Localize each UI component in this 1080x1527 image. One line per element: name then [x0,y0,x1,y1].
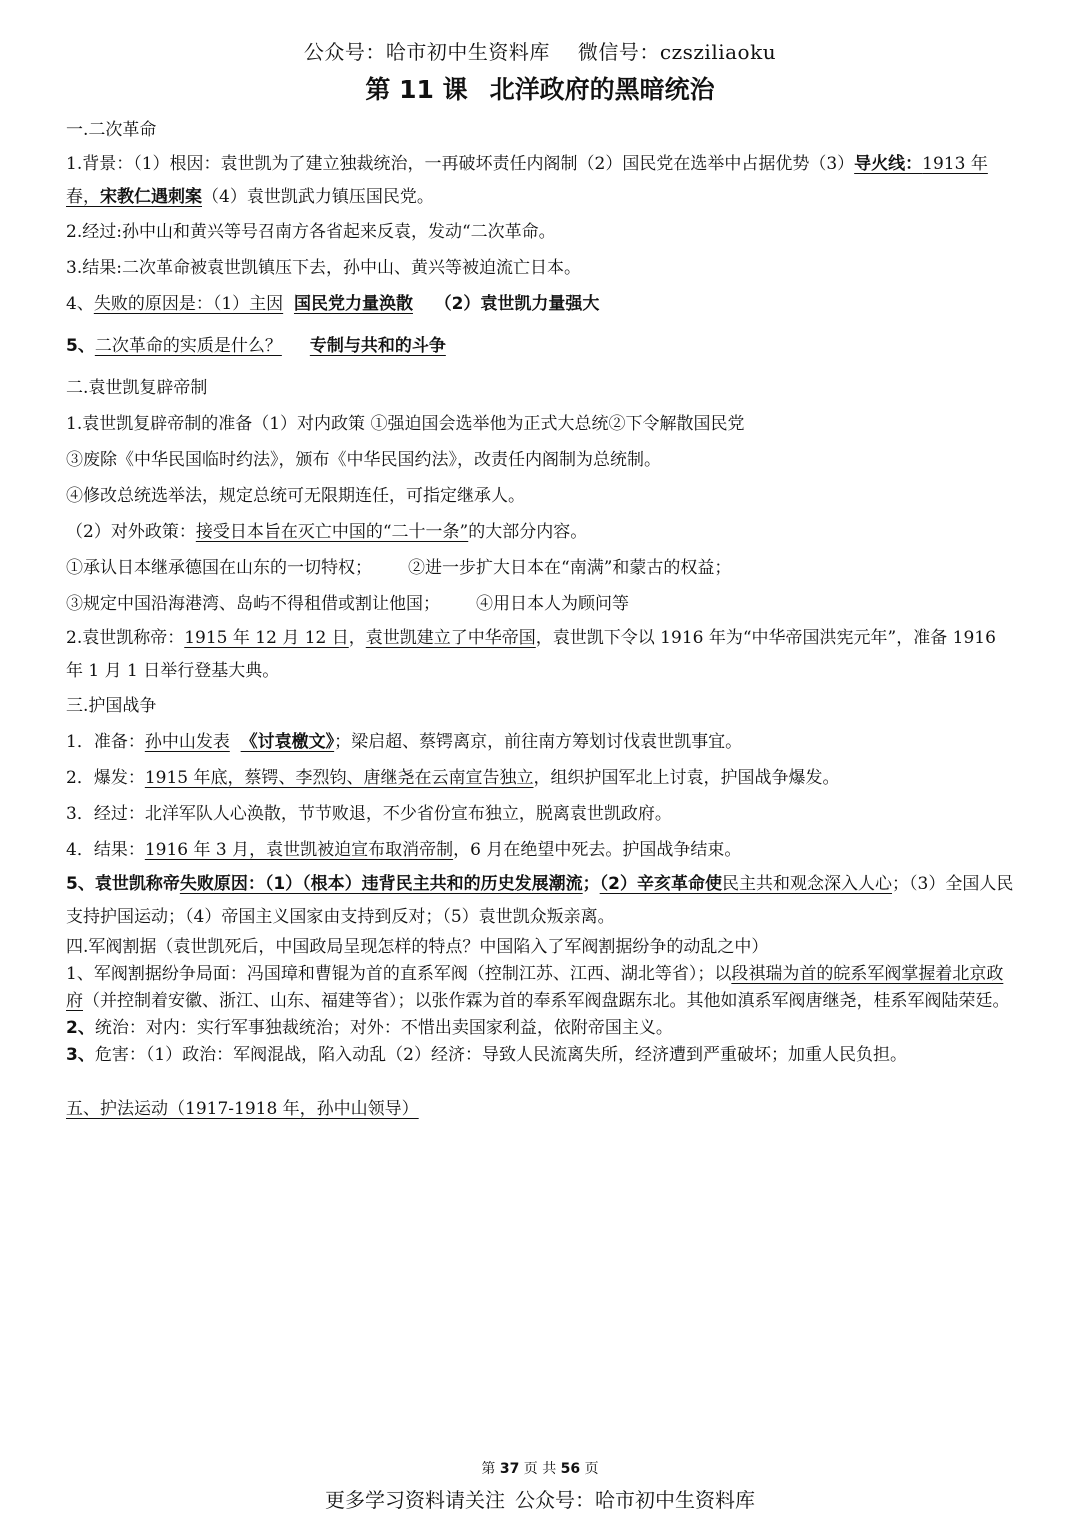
header-account: 公众号：哈市初中生资料库 [303,40,550,64]
s3-outbreak-tail: ，组织护国军北上讨袁，护国战争爆发。 [533,768,840,788]
s2-terms-1 [66,550,1016,586]
s4-warlords-anhui: 段祺瑞为首的皖系军阀掌握着北京政府 [66,964,1004,1011]
s1-failure-num: 4、 [66,294,94,314]
s3-prep-sun: 孙中山发表 [144,732,230,752]
page-footer [0,1484,1080,1513]
section-heading-4: 四.军阀割据（袁世凯死后，中国政局呈现怎样的特点？中国陷入了军阀割据纷争的动乱之中） [66,937,769,957]
s5-heading-text: 五、护法运动（1917-1918 年，孙中山领导） [66,1099,419,1119]
s1-failure [66,286,1016,322]
s2-election-law: ④修改总统选举法，规定总统可无限期连任，可指定继承人。 [66,486,525,506]
footer-more: 更多学习资料请关注 [325,1488,505,1512]
s2-term-coast: ③规定中国沿海港湾、岛屿不得租借或割让他国； [66,594,440,614]
s1-essence-answer: 专制与共和的斗争 [309,336,446,356]
s4-harm-text: 危害：（1）政治：军阀混战，陷入动乱（2）经济：导致人民流离失所，经济遭到严重破坏；加重人民负担。 [94,1045,907,1065]
s3-failure-sep: ； [582,874,600,894]
s2-prep: 1.袁世凯复辟帝制的准备（1）对内政策 ①强迫国会选举他为正式大总统②下令解散国民党 [66,414,745,434]
lesson-name: 北洋政府的黑暗统治 [489,75,715,104]
s2-foreign-policy [66,514,1016,550]
section-heading-5 [66,1091,1016,1127]
s1-fuse-label: 导火线： [854,154,923,174]
s1-failure-second: （2）袁世凯力量强大 [434,294,600,314]
s3-failure-second-idea: 民主共和观念深入人心 [722,874,893,894]
s1-result: 3.结果:二次革命被袁世凯镇压下去，孙中山、黄兴等被迫流亡日本。 [66,258,581,278]
s1-fuse-year: 1913 年春， [66,154,988,207]
page-number [0,1458,1080,1478]
s3-result-tail: ，6 月在绝望中死去。护国战争结束。 [453,840,742,860]
s3-result [66,832,1016,868]
s3-prep-tail: ；梁启超、蔡锷离京，前往南方筹划讨伐袁世凯事宜。 [334,732,743,752]
s3-failure-second: （2）辛亥革命使 [599,874,723,894]
s4-harm-num: 3、 [66,1045,95,1065]
s3-prep-manifesto: 《讨袁檄文》 [240,732,335,752]
s3-prep-label: 1．准备： [66,732,145,752]
page-header [0,36,1080,65]
s2-foreign-tail: 的大部分内容。 [468,522,588,542]
s1-essence-question: 二次革命的实质是什么？ [94,336,282,356]
header-wechat: 微信号：czsziliaoku [577,40,777,64]
s4-harm [66,1042,1016,1069]
s4-warlords-text: 1、军阀割据纷争局面：冯国璋和曹锟为首的直系军阀（控制江苏、江西、湖北等省）；以 [66,964,732,984]
section-heading-3: 三.护国战争 [66,696,157,716]
s1-failure-question: 失败的原因是：（1）主因 [93,294,284,314]
s1-process: 2.经过:孙中山和黄兴等号召南方各省起来反袁，发动“二次革命。 [66,222,556,242]
s3-failure-root: 失败原因：（1）（根本）违背民主共和的历史发展潮流 [179,874,583,894]
s1-essence [66,328,1016,364]
s2-emperor-label: 2.袁世凯称帝： [66,628,185,648]
section-heading-1: 一.二次革命 [66,120,157,140]
s1-essence-num: 5、 [66,336,95,356]
s1-background [66,148,1016,214]
s2-emperor-comma: ， [348,628,366,648]
s2-term-advisors: ④用日本人为顾问等 [476,594,629,614]
s2-twenty-one-demands: 接受日本旨在灭亡中国的“二十一条” [195,522,469,542]
s3-outbreak [66,760,1016,796]
page-post: 页 [584,1461,599,1477]
s1-failure-main: 国民党力量涣散 [293,294,413,314]
page-pre: 第 [481,1461,496,1477]
s2-constitution: ③废除《中华民国临时约法》，颁布《中华民国约法》，改责任内阁制为总统制。 [66,450,661,470]
document-body [66,112,1016,1127]
s2-term-manchuria: ②进一步扩大日本在“南满”和蒙古的权益； [408,558,732,578]
s2-emperor-empire: 袁世凯建立了中华帝国 [365,628,536,648]
s2-emperor-tail: ，袁世凯下令以 1916 年为“中华帝国洪宪元年”，准备 1916 年 1 月 1 日举行登基大典。 [66,628,996,681]
s2-terms-2 [66,586,1016,622]
s3-failure-num: 5、袁世凯称帝 [66,874,180,894]
s3-process: 3．经过：北洋军队人心涣散，节节败退，不少省份宣布独立，脱离袁世凯政府。 [66,804,672,824]
s1-fuse-event: 宋教仁遇刺案 [100,187,202,207]
s2-term-shandong: ①承认日本继承德国在山东的一切特权； [66,558,372,578]
s1-background-text: 1.背景：（1）根因：袁世凯为了建立独裁统治，一再破坏责任内阁制（2）国民党在选举中占据优势（3） [66,154,855,174]
section-heading-2: 二.袁世凯复辟帝制 [66,378,208,398]
s3-result-label: 4．结果： [66,840,145,860]
s4-rule [66,1015,1016,1042]
lesson-title [0,70,1080,106]
s3-failure [66,868,1016,934]
page-mid: 页 共 [523,1461,557,1477]
s3-failure-tail: ；（3）全国人民支持护国运动；（4）帝国主义国家由支持到反对；（5）袁世凯众叛亲离。 [66,874,1014,927]
s3-prep [66,724,1016,760]
total-pages: 56 [560,1461,581,1477]
s4-rule-num: 2、 [66,1018,95,1038]
current-page: 37 [499,1461,520,1477]
s4-rule-text: 统治：对内：实行军事独裁统治；对外：不惜出卖国家利益，依附帝国主义。 [94,1018,673,1038]
s3-outbreak-label: 2．爆发： [66,768,145,788]
lesson-number: 第 11 课 [365,75,468,104]
s2-emperor [66,622,1016,688]
footer-account: 公众号：哈市初中生资料库 [515,1488,755,1512]
s2-emperor-date: 1915 年 12 月 12 日 [184,628,349,648]
s4-warlords [66,961,1016,1015]
s4-warlords-tail: （并控制着安徽、浙江、山东、福建等省）；以张作霖为首的奉系军阀盘踞东北。其他如滇系军阀唐继尧，桂系军阀陆荣廷。 [83,991,1010,1011]
s3-result-cancel: 1916 年 3 月，袁世凯被迫宣布取消帝制 [144,840,454,860]
s1-background-tail: （4）袁世凯武力镇压国民党。 [202,187,434,207]
s2-foreign-label: （2）对外政策： [66,522,196,542]
s3-outbreak-yunnan: 1915 年底，蔡锷、李烈钧、唐继尧在云南宣告独立 [144,768,534,788]
